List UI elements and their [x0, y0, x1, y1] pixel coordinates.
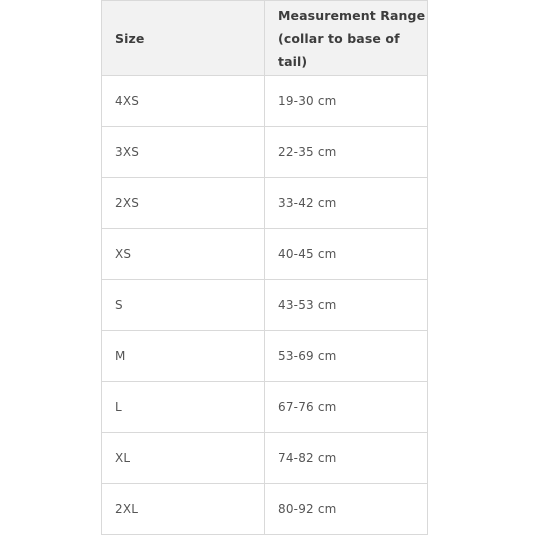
range-cell: 19-30 cm [265, 76, 428, 127]
size-cell: 4XS [102, 76, 265, 127]
table-row [102, 382, 428, 433]
measurement-range-header-line2: (collar to base of tail) [278, 30, 400, 69]
range-cell: 33-42 cm [265, 178, 428, 229]
table-row [102, 484, 428, 535]
table-row [102, 178, 428, 229]
table-row [102, 127, 428, 178]
table-row [102, 76, 428, 127]
range-cell: 80-92 cm [265, 484, 428, 535]
size-cell: M [102, 331, 265, 382]
range-cell: 67-76 cm [265, 382, 428, 433]
range-cell: 53-69 cm [265, 331, 428, 382]
table-header [102, 1, 428, 76]
table-row [102, 331, 428, 382]
size-cell: S [102, 280, 265, 331]
table-row [102, 229, 428, 280]
range-cell: 40-45 cm [265, 229, 428, 280]
size-cell: 2XS [102, 178, 265, 229]
size-cell: XL [102, 433, 265, 484]
table-row [102, 433, 428, 484]
measurement-range-column-header [265, 1, 428, 76]
size-chart-table [101, 0, 428, 535]
table-row [102, 280, 428, 331]
size-column-header: Size [102, 1, 265, 76]
size-cell: 2XL [102, 484, 265, 535]
size-cell: 3XS [102, 127, 265, 178]
measurement-range-header-line1: Measurement Range [278, 7, 426, 23]
table-body [102, 76, 428, 535]
range-cell: 43-53 cm [265, 280, 428, 331]
header-row [102, 1, 428, 76]
range-cell: 74-82 cm [265, 433, 428, 484]
size-cell: L [102, 382, 265, 433]
size-cell: XS [102, 229, 265, 280]
range-cell: 22-35 cm [265, 127, 428, 178]
